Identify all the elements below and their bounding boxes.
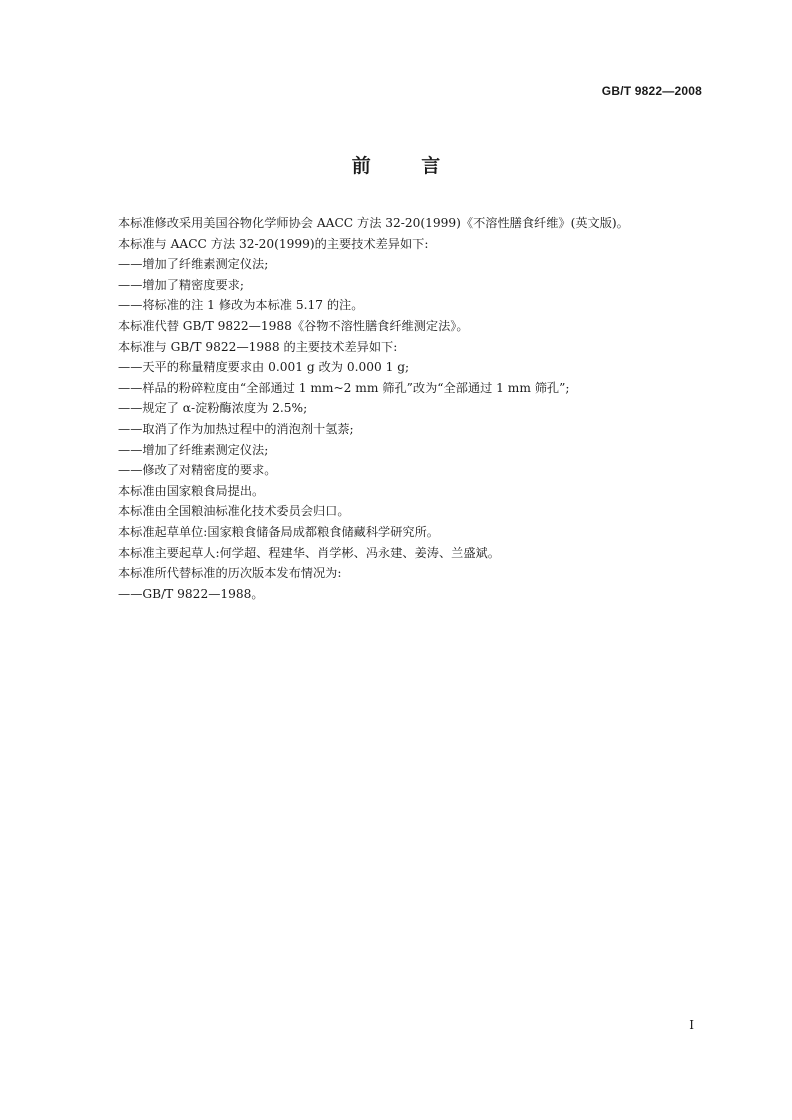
paragraph: 本标准修改采用美国谷物化学师协会 AACC 方法 32-20(1999)《不溶性膳食纤维》(英文版)。 [118,216,629,230]
paragraph: 本标准起草单位:国家粮食储备局成都粮食储藏科学研究所。 [118,524,439,539]
list-item: ——修改了对精密度的要求。 [118,463,277,478]
paragraph: 本标准由国家粮食局提出。 [118,483,265,498]
list-item: ——规定了 α-淀粉酶浓度为 2.5%; [118,401,308,416]
paragraph: 本标准由全国粮油标准化技术委员会归口。 [118,504,350,519]
list-item: ——样品的粉碎粒度由“全部通过 1 mm~2 mm 筛孔”改为“全部通过 1 mm 筛孔”; [118,380,570,395]
list-item: ——天平的称量精度要求由 0.001 g 改为 0.000 1 g; [118,360,410,375]
foreword-body [118,213,718,604]
list-item: ——增加了纤维素测定仪法; [118,442,269,457]
paragraph: 本标准所代替标准的历次版本发布情况为: [118,566,342,581]
page-number: I [689,1018,694,1032]
list-item: ——将标准的注 1 修改为本标准 5.17 的注。 [118,298,364,313]
paragraph: 本标准主要起草人:何学超、程建华、肖学彬、冯永建、姜涛、兰盛斌。 [118,545,500,560]
page-title: 前 言 [351,155,441,177]
standard-code: GB/T 9822—2008 [601,84,702,98]
paragraph: 本标准与 AACC 方法 32-20(1999)的主要技术差异如下: [118,236,429,251]
list-item: ——增加了纤维素测定仪法; [118,257,269,272]
list-item: ——增加了精密度要求; [118,277,244,292]
list-item: ——取消了作为加热过程中的消泡剂十氢萘; [118,421,354,436]
paragraph: 本标准与 GB/T 9822—1988 的主要技术差异如下: [118,339,398,354]
paragraph: 本标准代替 GB/T 9822—1988《谷物不溶性膳食纤维测定法》。 [118,318,469,333]
list-item: ——GB/T 9822—1988。 [118,586,264,601]
